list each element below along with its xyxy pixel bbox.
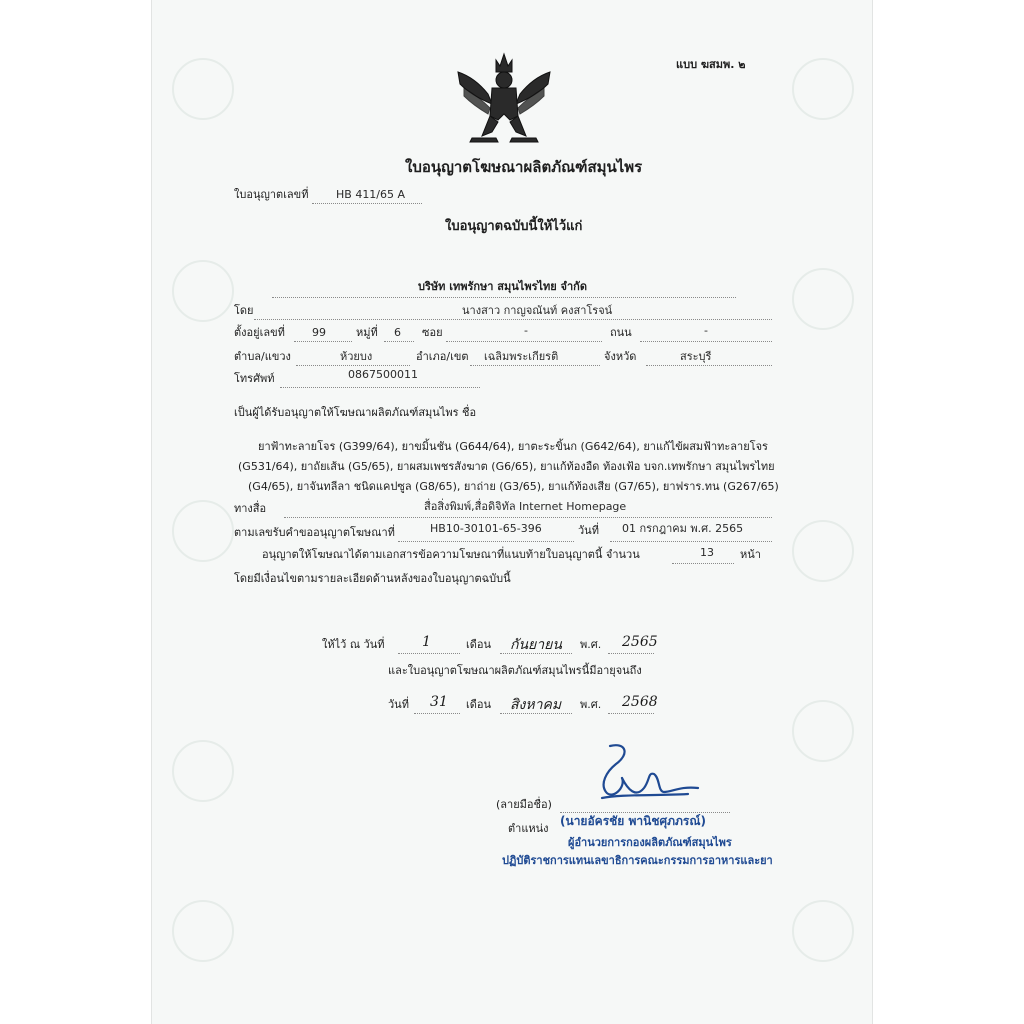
road-label: ถนน xyxy=(610,326,632,339)
province-line xyxy=(646,365,772,366)
request-date-line xyxy=(610,541,772,542)
moo-line xyxy=(384,341,414,342)
media-line xyxy=(284,517,772,518)
subdistrict-line xyxy=(296,365,410,366)
phone-value: 0867500011 xyxy=(348,368,418,381)
media-label: ทางสื่อ xyxy=(234,502,267,515)
issued-year-line xyxy=(608,653,654,654)
signature-label: (ลายมือชื่อ) xyxy=(496,798,552,811)
signer-title-line-1: ผู้อำนวยการกองผลิตภัณฑ์สมุนไพร xyxy=(568,836,732,849)
product-line-1: ยาฟ้าทะลายโจร (G399/64), ยาขมิ้นชัน (G644/64), ยาตะระขิ้นก (G642/64), ยาแก้ไข้ผสมฟ้าทะลายโจร xyxy=(258,440,768,453)
expires-year-label: พ.ศ. xyxy=(580,698,602,711)
issued-year-label: พ.ศ. xyxy=(580,638,602,651)
conditions-text: โดยมีเงื่อนไขตามรายละเอียดด้านหลังของใบอนุญาตฉบับนี้ xyxy=(234,572,511,585)
watermark-seal xyxy=(172,740,234,802)
issued-label: ให้ไว้ ณ วันที่ xyxy=(322,638,385,651)
expires-day: 31 xyxy=(430,694,448,710)
form-code: แบบ ฆสมพ. ๒ xyxy=(676,58,746,71)
attached-text: อนุญาตให้โฆษณาได้ตามเอกสารข้อความโฆษณาที่แนบท้ายใบอนุญาตนี้ จำนวน xyxy=(262,548,640,561)
media-value: สื่อสิ่งพิมพ์,สื่อดิจิทัล Internet Homepage xyxy=(424,500,627,513)
issued-month-label: เดือน xyxy=(466,638,492,651)
issued-year: 2565 xyxy=(622,634,658,650)
district-label: อำเภอ/เขต xyxy=(416,350,469,363)
watermark-seal xyxy=(792,268,854,330)
company-line xyxy=(272,297,736,298)
company-name: บริษัท เทพรักษา สมุนไพรไทย จำกัด xyxy=(418,280,587,293)
garuda-emblem-icon xyxy=(452,50,556,146)
watermark-seal xyxy=(792,900,854,962)
signer-title-line-2: ปฏิบัติราชการแทนเลขาธิการคณะกรรมการอาหารและยา xyxy=(502,854,773,867)
road-line xyxy=(640,341,772,342)
house-line xyxy=(294,341,352,342)
by-line xyxy=(254,319,772,320)
product-line-3: (G4/65), ยาจันทลีลา ชนิดแคปซูล (G8/65), ยาถ่าย (G3/65), ยาแก้ท้องเสีย (G7/65), ยาฟราร.ทน (G267/65) xyxy=(248,480,779,493)
moo-label: หมู่ที่ xyxy=(356,326,378,339)
expires-month-line xyxy=(500,713,572,714)
issued-month: กันยายน xyxy=(510,637,562,653)
permit-no-value: HB 411/65 A xyxy=(336,188,406,201)
watermark-seal xyxy=(172,900,234,962)
position-label: ตำแหน่ง xyxy=(508,822,549,835)
expires-month-label: เดือน xyxy=(466,698,492,711)
road-value: - xyxy=(704,324,708,337)
request-line xyxy=(398,541,574,542)
permit-statement: เป็นผู้ได้รับอนุญาตให้โฆษณาผลิตภัณฑ์สมุนไพร ชื่อ xyxy=(234,406,477,419)
province-value: สระบุรี xyxy=(680,350,712,363)
watermark-seal xyxy=(172,58,234,120)
expires-year-line xyxy=(608,713,654,714)
watermark-seal xyxy=(172,260,234,322)
expires-year: 2568 xyxy=(622,694,658,710)
expires-month: สิงหาคม xyxy=(510,697,562,713)
province-label: จังหวัด xyxy=(604,350,637,363)
watermark-seal xyxy=(792,700,854,762)
request-date-label: วันที่ xyxy=(578,524,599,537)
issued-day-line xyxy=(398,653,460,654)
attached-unit: หน้า xyxy=(740,548,761,561)
by-value: นางสาว กาญจณันท์ คงสาโรจน์ xyxy=(462,304,613,317)
expires-label: วันที่ xyxy=(388,698,409,711)
permit-no-line xyxy=(312,203,422,204)
attached-count: 13 xyxy=(700,546,714,559)
watermark-seal xyxy=(172,500,234,562)
issued-to-heading: ใบอนุญาตฉบับนี้ให้ไว้แก่ xyxy=(445,219,583,234)
phone-line xyxy=(280,387,480,388)
signer-name: (นายอัครชัย พานิชศุภภรณ์) xyxy=(560,814,706,828)
product-line-2: (G531/64), ยาถัยเส้น (G5/65), ยาผสมเพชรสังฆาต (G6/65), ยาแก้ท้องอืด ท้องเฟ้อ บจก.เทพรักษา สมุนไพรไทย xyxy=(238,460,775,473)
district-value: เฉลิมพระเกียรติ xyxy=(484,350,559,363)
watermark-seal xyxy=(792,520,854,582)
issued-day: 1 xyxy=(422,634,431,650)
house-label: ตั้งอยู่เลขที่ xyxy=(234,326,285,339)
soi-label: ซอย xyxy=(422,326,443,339)
by-label: โดย xyxy=(234,304,254,317)
subdistrict-label: ตำบล/แขวง xyxy=(234,350,291,363)
request-label: ตามเลขรับคำขออนุญาตโฆษณาที่ xyxy=(234,526,395,539)
document-title: ใบอนุญาตโฆษณาผลิตภัณฑ์สมุนไพร xyxy=(405,158,643,176)
valid-text: และใบอนุญาตโฆษณาผลิตภัณฑ์สมุนไพรนี้มีอายุจนถึง xyxy=(388,664,642,677)
permit-no-label: ใบอนุญาตเลขที่ xyxy=(234,188,309,201)
phone-label: โทรศัพท์ xyxy=(234,372,275,385)
request-value: HB10-30101-65-396 xyxy=(430,522,542,535)
moo-value: 6 xyxy=(394,326,401,339)
signature-line xyxy=(560,812,730,813)
attached-count-line xyxy=(672,563,734,564)
house-value: 99 xyxy=(312,326,326,339)
district-line xyxy=(470,365,600,366)
issued-month-line xyxy=(500,653,572,654)
signature-scribble xyxy=(592,740,704,810)
request-date-value: 01 กรกฎาคม พ.ศ. 2565 xyxy=(622,522,744,535)
subdistrict-value: ห้วยบง xyxy=(340,350,373,363)
expires-day-line xyxy=(414,713,460,714)
soi-value: - xyxy=(524,324,528,337)
watermark-seal xyxy=(792,58,854,120)
soi-line xyxy=(446,341,602,342)
